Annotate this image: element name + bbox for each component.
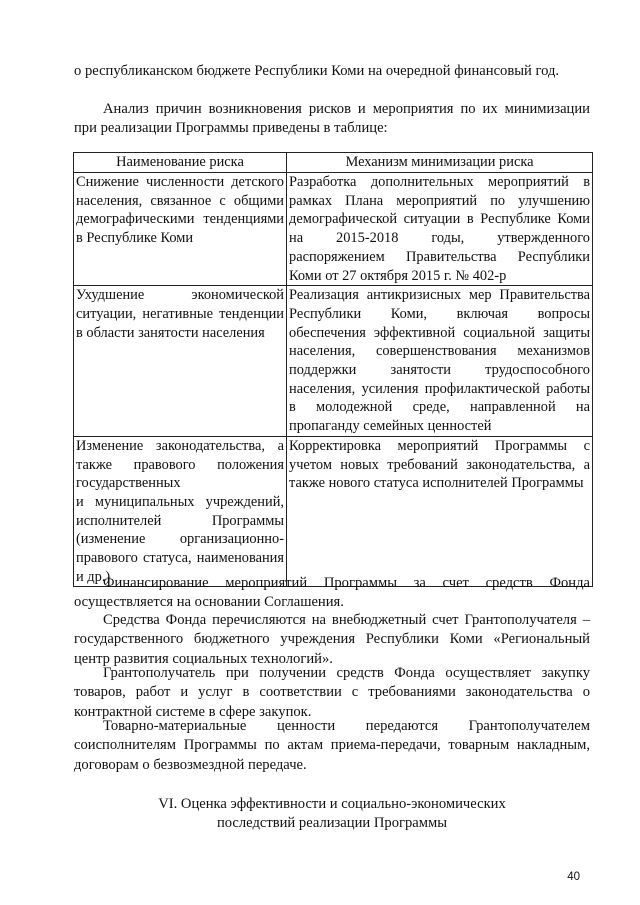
- financing-paragraph: Финансирование мероприятий Программы за счет средств Фонда осуществляется на основании Соглашения.: [74, 575, 590, 611]
- risk-cell: Снижение численности детского населения, связанное с общими демографическими тенденциями в Республике Коми: [74, 173, 287, 286]
- intro-paragraph: о республиканском бюджете Республики Коми на очередной финансовый год.: [74, 63, 560, 79]
- table-row: [74, 173, 593, 286]
- goods-transfer-paragraph: Товарно-материальные ценности передаются Грантополучателем соисполнителям Программы по актам приема-передачи, товарным накладным, договорам о безвозмездной передаче.: [74, 718, 590, 773]
- section-title: [74, 795, 590, 834]
- analysis-paragraph: Анализ причин возникновения рисков и мероприятия по их минимизации при реализации Программы приведены в таблице:: [74, 101, 590, 137]
- risk-table: [73, 152, 593, 587]
- risk-cell-line: и муниципальных учреждений, исполнителей Программы (изменение организационно-правового статуса, наименования и др.): [76, 493, 284, 585]
- mechanism-column-header: Механизм минимизации риска: [287, 153, 593, 173]
- fund-transfer-paragraph: Средства Фонда перечисляются на внебюджетный счет Грантополучателя – государственного бюджетного учреждения Республики Коми «Региональный центр развития социальных технологий».: [74, 612, 590, 667]
- section-title-line: последствий реализации Программы: [216, 815, 448, 832]
- mechanism-cell: Корректировка мероприятий Программы с учетом новых требований законодательства, а также нового статуса исполнителей Программы: [287, 436, 593, 587]
- risk-cell: Ухудшение экономической ситуации, негативные тенденции в области занятости населения: [74, 286, 287, 437]
- table-row: [74, 286, 593, 437]
- table-row: [74, 436, 593, 587]
- section-title-line: VI. Оценка эффективности и социально-экономических: [158, 796, 506, 812]
- procurement-paragraph: Грантополучатель при получении средств Фонда осуществляет закупку товаров, работ и услуг в соответствии с требованиями законодательства о контрактной системе в сфере закупок.: [74, 665, 590, 720]
- risk-cell-line: Изменение законодательства, а также правового положения государственных: [76, 437, 284, 492]
- risk-cell: [74, 436, 287, 587]
- mechanism-cell: Разработка дополнительных мероприятий в рамках Плана мероприятий по улучшению демографической ситуации в Республике Коми на 2015-2018 годы, утвержденного распоряжением Правительства Республики Коми от 27 октября 2015 г. № 402-р: [287, 173, 593, 286]
- risk-column-header: Наименование риска: [74, 153, 287, 173]
- page-number: 40: [567, 871, 580, 883]
- mechanism-cell: Реализация антикризисных мер Правительства Республики Коми, включая вопросы обеспечения эффективной социальной защиты населения, совершенствования механизмов поддержки занятости трудоспособного населения, усиления профилактической работы в молодежной среде, направленной на пропаганду семейных ценностей: [287, 286, 593, 437]
- table-header-row: [74, 153, 593, 173]
